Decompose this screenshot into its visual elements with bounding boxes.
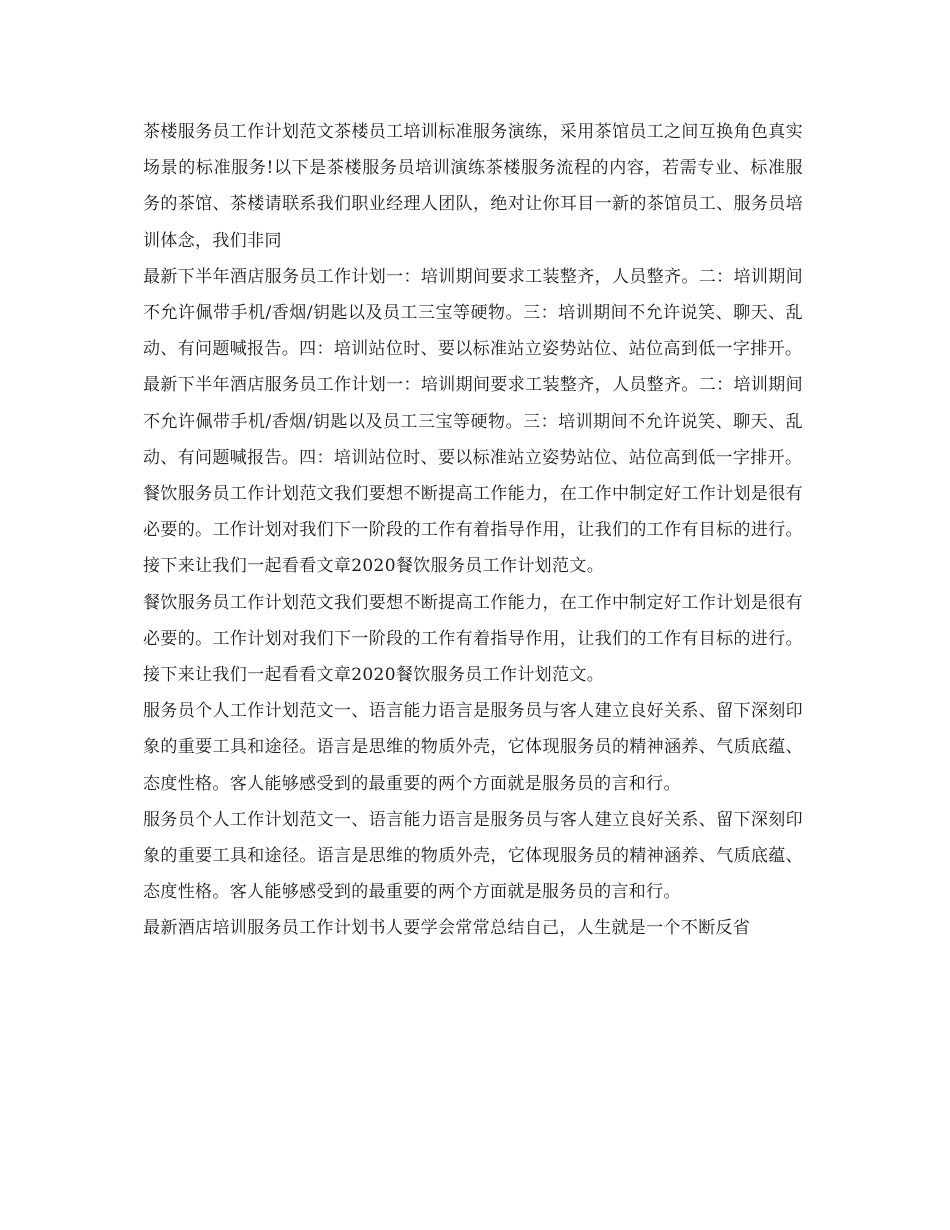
paragraph-personal-plan-repeat: 服务员个人工作计划范文一、语言能力语言是服务员与客人建立良好关系、留下深刻印象的重要工具和途径。语言是思维的物质外壳，它体现服务员的精神涵养、气质底蕴、态度性格。客人能够感受到的最重要的两个方面就是服务员的言和行。 xyxy=(143,809,803,903)
paragraph-training-plan: 最新酒店培训服务员工作计划书人要学会常常总结自己，人生就是一个不断反省 xyxy=(143,918,751,939)
paragraph-hotel-plan: 最新下半年酒店服务员工作计划一：培训期间要求工装整齐，人员整齐。二：培训期间不允许佩带手机/香烟/钥匙以及员工三宝等硬物。三：培训期间不允许说笑、聊天、乱动、有问题喊报告。四：培训站位时、要以标准站立姿势站位、站位高到低一字排开。 xyxy=(143,266,803,360)
paragraph-hotel-plan-repeat: 最新下半年酒店服务员工作计划一：培训期间要求工装整齐，人员整齐。二：培训期间不允许佩带手机/香烟/钥匙以及员工三宝等硬物。三：培训期间不允许说笑、聊天、乱动、有问题喊报告。四：培训站位时、要以标准站立姿势站位、站位高到低一字排开。 xyxy=(143,375,803,468)
paragraph-catering-plan: 餐饮服务员工作计划范文我们要想不断提高工作能力，在工作中制定好工作计划是很有必要的。工作计划对我们下一阶段的工作有着指导作用，让我们的工作有目标的进行。接下来让我们一起看看文章2020餐饮服务员工作计划范文。 xyxy=(143,484,803,577)
paragraph-personal-plan: 服务员个人工作计划范文一、语言能力语言是服务员与客人建立良好关系、留下深刻印象的重要工具和途径。语言是思维的物质外壳，它体现服务员的精神涵养、气质底蕴、态度性格。客人能够感受到的最重要的两个方面就是服务员的言和行。 xyxy=(143,701,803,794)
document-page xyxy=(143,114,803,947)
paragraph-teahouse-plan: 茶楼服务员工作计划范文茶楼员工培训标准服务演练，采用茶馆员工之间互换角色真实场景的标准服务!以下是茶楼服务员培训演练茶楼服务流程的内容，若需专业、标准服务的茶馆、茶楼请联系我们职业经理人团队，绝对让你耳目一新的茶馆员工、服务员培训体念，我们非同 xyxy=(143,122,803,251)
paragraph-catering-plan-repeat: 餐饮服务员工作计划范文我们要想不断提高工作能力，在工作中制定好工作计划是很有必要的。工作计划对我们下一阶段的工作有着指导作用，让我们的工作有目标的进行。接下来让我们一起看看文章2020餐饮服务员工作计划范文。 xyxy=(143,592,803,686)
